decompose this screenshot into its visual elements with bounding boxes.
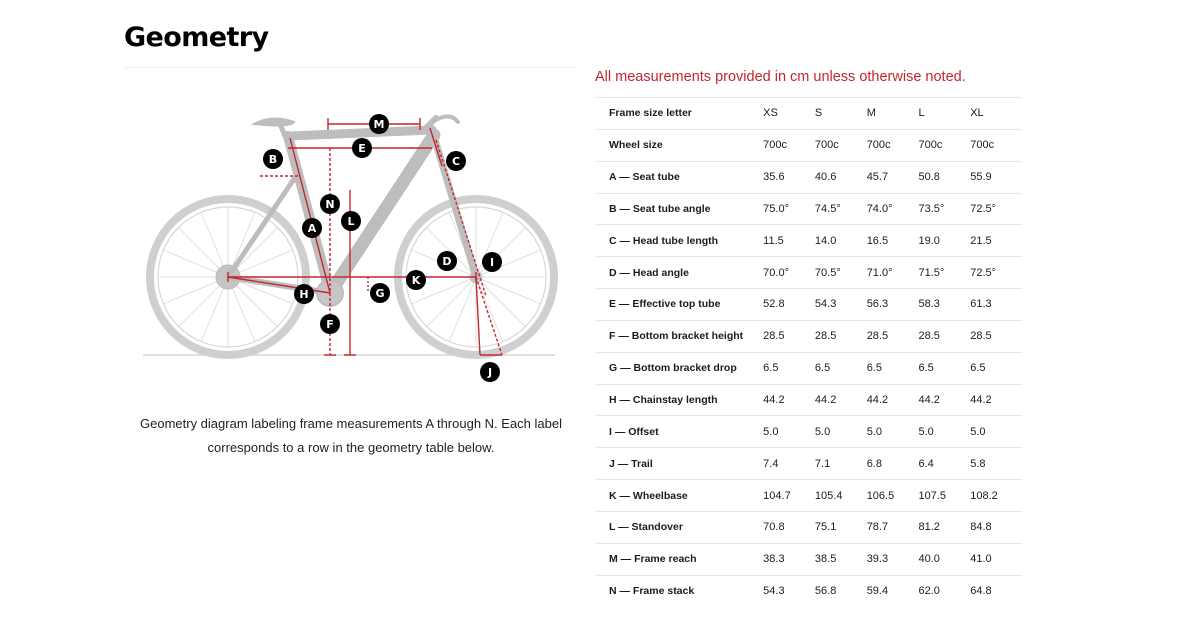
table-cell: 21.5 xyxy=(970,225,1022,257)
table-cell: 44.2 xyxy=(867,384,919,416)
geometry-table xyxy=(595,97,1022,607)
table-cell: 84.8 xyxy=(970,511,1022,543)
table-cell: 59.4 xyxy=(867,575,919,607)
table-cell: 81.2 xyxy=(918,511,970,543)
row-label: F — Bottom bracket height xyxy=(595,320,763,352)
table-cell: 71.0° xyxy=(867,257,919,289)
table-cell: 78.7 xyxy=(867,511,919,543)
label-text: I xyxy=(489,256,495,269)
label-text: D xyxy=(442,255,452,268)
row-label: A — Seat tube xyxy=(595,161,763,193)
table-cell: 72.5° xyxy=(970,257,1022,289)
table-cell: 70.5° xyxy=(815,257,867,289)
table-cell: 58.3 xyxy=(918,289,970,321)
row-label: K — Wheelbase xyxy=(595,480,763,512)
row-label: B — Seat tube angle xyxy=(595,193,763,225)
table-cell: 6.5 xyxy=(867,352,919,384)
row-label: C — Head tube length xyxy=(595,225,763,257)
table-cell: 28.5 xyxy=(970,320,1022,352)
table-cell: 44.2 xyxy=(815,384,867,416)
table-cell: 7.1 xyxy=(815,448,867,480)
label-text: F xyxy=(326,318,334,331)
table-cell: 70.8 xyxy=(763,511,815,543)
label-text: N xyxy=(325,198,335,211)
geometry-diagram xyxy=(140,100,570,390)
header-cell: XS xyxy=(763,98,815,130)
label-badge xyxy=(352,138,372,158)
row-label: D — Head angle xyxy=(595,257,763,289)
table-cell: 6.5 xyxy=(918,352,970,384)
header-cell: XL xyxy=(970,98,1022,130)
table-cell: 74.0° xyxy=(867,193,919,225)
label-badge xyxy=(446,151,466,171)
table-cell: 50.8 xyxy=(918,161,970,193)
table-cell: 74.5° xyxy=(815,193,867,225)
table-row xyxy=(595,543,1022,575)
table-cell: 39.3 xyxy=(867,543,919,575)
table-cell: 19.0 xyxy=(918,225,970,257)
table-cell: 700c xyxy=(815,129,867,161)
row-label: H — Chainstay length xyxy=(595,384,763,416)
label-badge xyxy=(406,270,426,290)
table-row xyxy=(595,384,1022,416)
table-cell: 16.5 xyxy=(867,225,919,257)
table-cell: 45.7 xyxy=(867,161,919,193)
label-badge xyxy=(320,194,340,214)
table-cell: 28.5 xyxy=(763,320,815,352)
label-text: C xyxy=(451,155,461,168)
table-row xyxy=(595,129,1022,161)
table-cell: 44.2 xyxy=(970,384,1022,416)
label-badge xyxy=(294,284,314,304)
page-title: Geometry xyxy=(124,22,269,53)
table-cell: 52.8 xyxy=(763,289,815,321)
table-cell: 6.4 xyxy=(918,448,970,480)
label-badge xyxy=(263,149,283,169)
header-cell: S xyxy=(815,98,867,130)
label-text: H xyxy=(299,288,309,301)
diagram-caption: Geometry diagram labeling frame measurements A through N. Each label corresponds to a row in the geometry table below. xyxy=(140,416,562,455)
table-cell: 700c xyxy=(867,129,919,161)
table-cell: 105.4 xyxy=(815,480,867,512)
table-cell: 28.5 xyxy=(918,320,970,352)
table-row xyxy=(595,161,1022,193)
table-cell: 700c xyxy=(970,129,1022,161)
row-label: G — Bottom bracket drop xyxy=(595,352,763,384)
table-cell: 40.6 xyxy=(815,161,867,193)
table-cell: 40.0 xyxy=(918,543,970,575)
table-cell: 5.0 xyxy=(815,416,867,448)
table-cell: 700c xyxy=(918,129,970,161)
table-cell: 73.5° xyxy=(918,193,970,225)
table-row xyxy=(595,448,1022,480)
units-note: All measurements provided in cm unless otherwise noted. xyxy=(595,69,966,85)
table-cell: 56.3 xyxy=(867,289,919,321)
row-label: I — Offset xyxy=(595,416,763,448)
row-label: E — Effective top tube xyxy=(595,289,763,321)
table-cell: 64.8 xyxy=(970,575,1022,607)
table-cell: 14.0 xyxy=(815,225,867,257)
label-text: B xyxy=(268,153,278,166)
divider xyxy=(124,67,576,68)
table-row xyxy=(595,289,1022,321)
table-cell: 6.5 xyxy=(815,352,867,384)
table-cell: 6.5 xyxy=(763,352,815,384)
table-cell: 54.3 xyxy=(815,289,867,321)
table-row xyxy=(595,416,1022,448)
label-badge xyxy=(320,314,340,334)
table-cell: 61.3 xyxy=(970,289,1022,321)
table-cell: 75.0° xyxy=(763,193,815,225)
table-cell: 38.3 xyxy=(763,543,815,575)
table-cell: 107.5 xyxy=(918,480,970,512)
table-cell: 55.9 xyxy=(970,161,1022,193)
table-cell: 72.5° xyxy=(970,193,1022,225)
label-text: M xyxy=(373,118,385,131)
label-text: G xyxy=(375,287,385,300)
table-cell: 44.2 xyxy=(763,384,815,416)
table-cell: 108.2 xyxy=(970,480,1022,512)
table-cell: 104.7 xyxy=(763,480,815,512)
table-cell: 5.8 xyxy=(970,448,1022,480)
table-cell: 5.0 xyxy=(867,416,919,448)
label-text: E xyxy=(358,142,366,155)
row-label: N — Frame stack xyxy=(595,575,763,607)
table-cell: 6.8 xyxy=(867,448,919,480)
table-row xyxy=(595,225,1022,257)
table-row xyxy=(595,320,1022,352)
table-row xyxy=(595,511,1022,543)
label-badge xyxy=(370,283,390,303)
label-text: A xyxy=(307,222,317,235)
table-cell: 5.0 xyxy=(763,416,815,448)
label-badge xyxy=(482,252,502,272)
table-cell: 44.2 xyxy=(918,384,970,416)
table-cell: 106.5 xyxy=(867,480,919,512)
label-badge xyxy=(302,218,322,238)
row-label: Wheel size xyxy=(595,129,763,161)
label-text: J xyxy=(487,366,493,379)
table-row xyxy=(595,193,1022,225)
label-badge xyxy=(480,362,500,382)
label-text: L xyxy=(347,215,355,228)
table-cell: 38.5 xyxy=(815,543,867,575)
row-label: L — Standover xyxy=(595,511,763,543)
table-header-row xyxy=(595,98,1022,130)
header-cell: L xyxy=(918,98,970,130)
table-cell: 70.0° xyxy=(763,257,815,289)
table-cell: 56.8 xyxy=(815,575,867,607)
table-cell: 5.0 xyxy=(918,416,970,448)
table-cell: 7.4 xyxy=(763,448,815,480)
label-text: K xyxy=(411,274,421,287)
table-cell: 6.5 xyxy=(970,352,1022,384)
table-cell: 5.0 xyxy=(970,416,1022,448)
table-cell: 28.5 xyxy=(815,320,867,352)
table-row xyxy=(595,257,1022,289)
table-cell: 75.1 xyxy=(815,511,867,543)
label-badge xyxy=(341,211,361,231)
table-cell: 35.6 xyxy=(763,161,815,193)
table-cell: 54.3 xyxy=(763,575,815,607)
table-cell: 41.0 xyxy=(970,543,1022,575)
table-row xyxy=(595,352,1022,384)
table-row xyxy=(595,480,1022,512)
row-label: J — Trail xyxy=(595,448,763,480)
table-row xyxy=(595,575,1022,607)
table-cell: 28.5 xyxy=(867,320,919,352)
label-badge xyxy=(437,251,457,271)
table-cell: 700c xyxy=(763,129,815,161)
row-label: M — Frame reach xyxy=(595,543,763,575)
table-cell: 71.5° xyxy=(918,257,970,289)
table-cell: 62.0 xyxy=(918,575,970,607)
header-label: Frame size letter xyxy=(595,98,763,130)
header-cell: M xyxy=(867,98,919,130)
label-badge xyxy=(369,114,389,134)
table-cell: 11.5 xyxy=(763,225,815,257)
